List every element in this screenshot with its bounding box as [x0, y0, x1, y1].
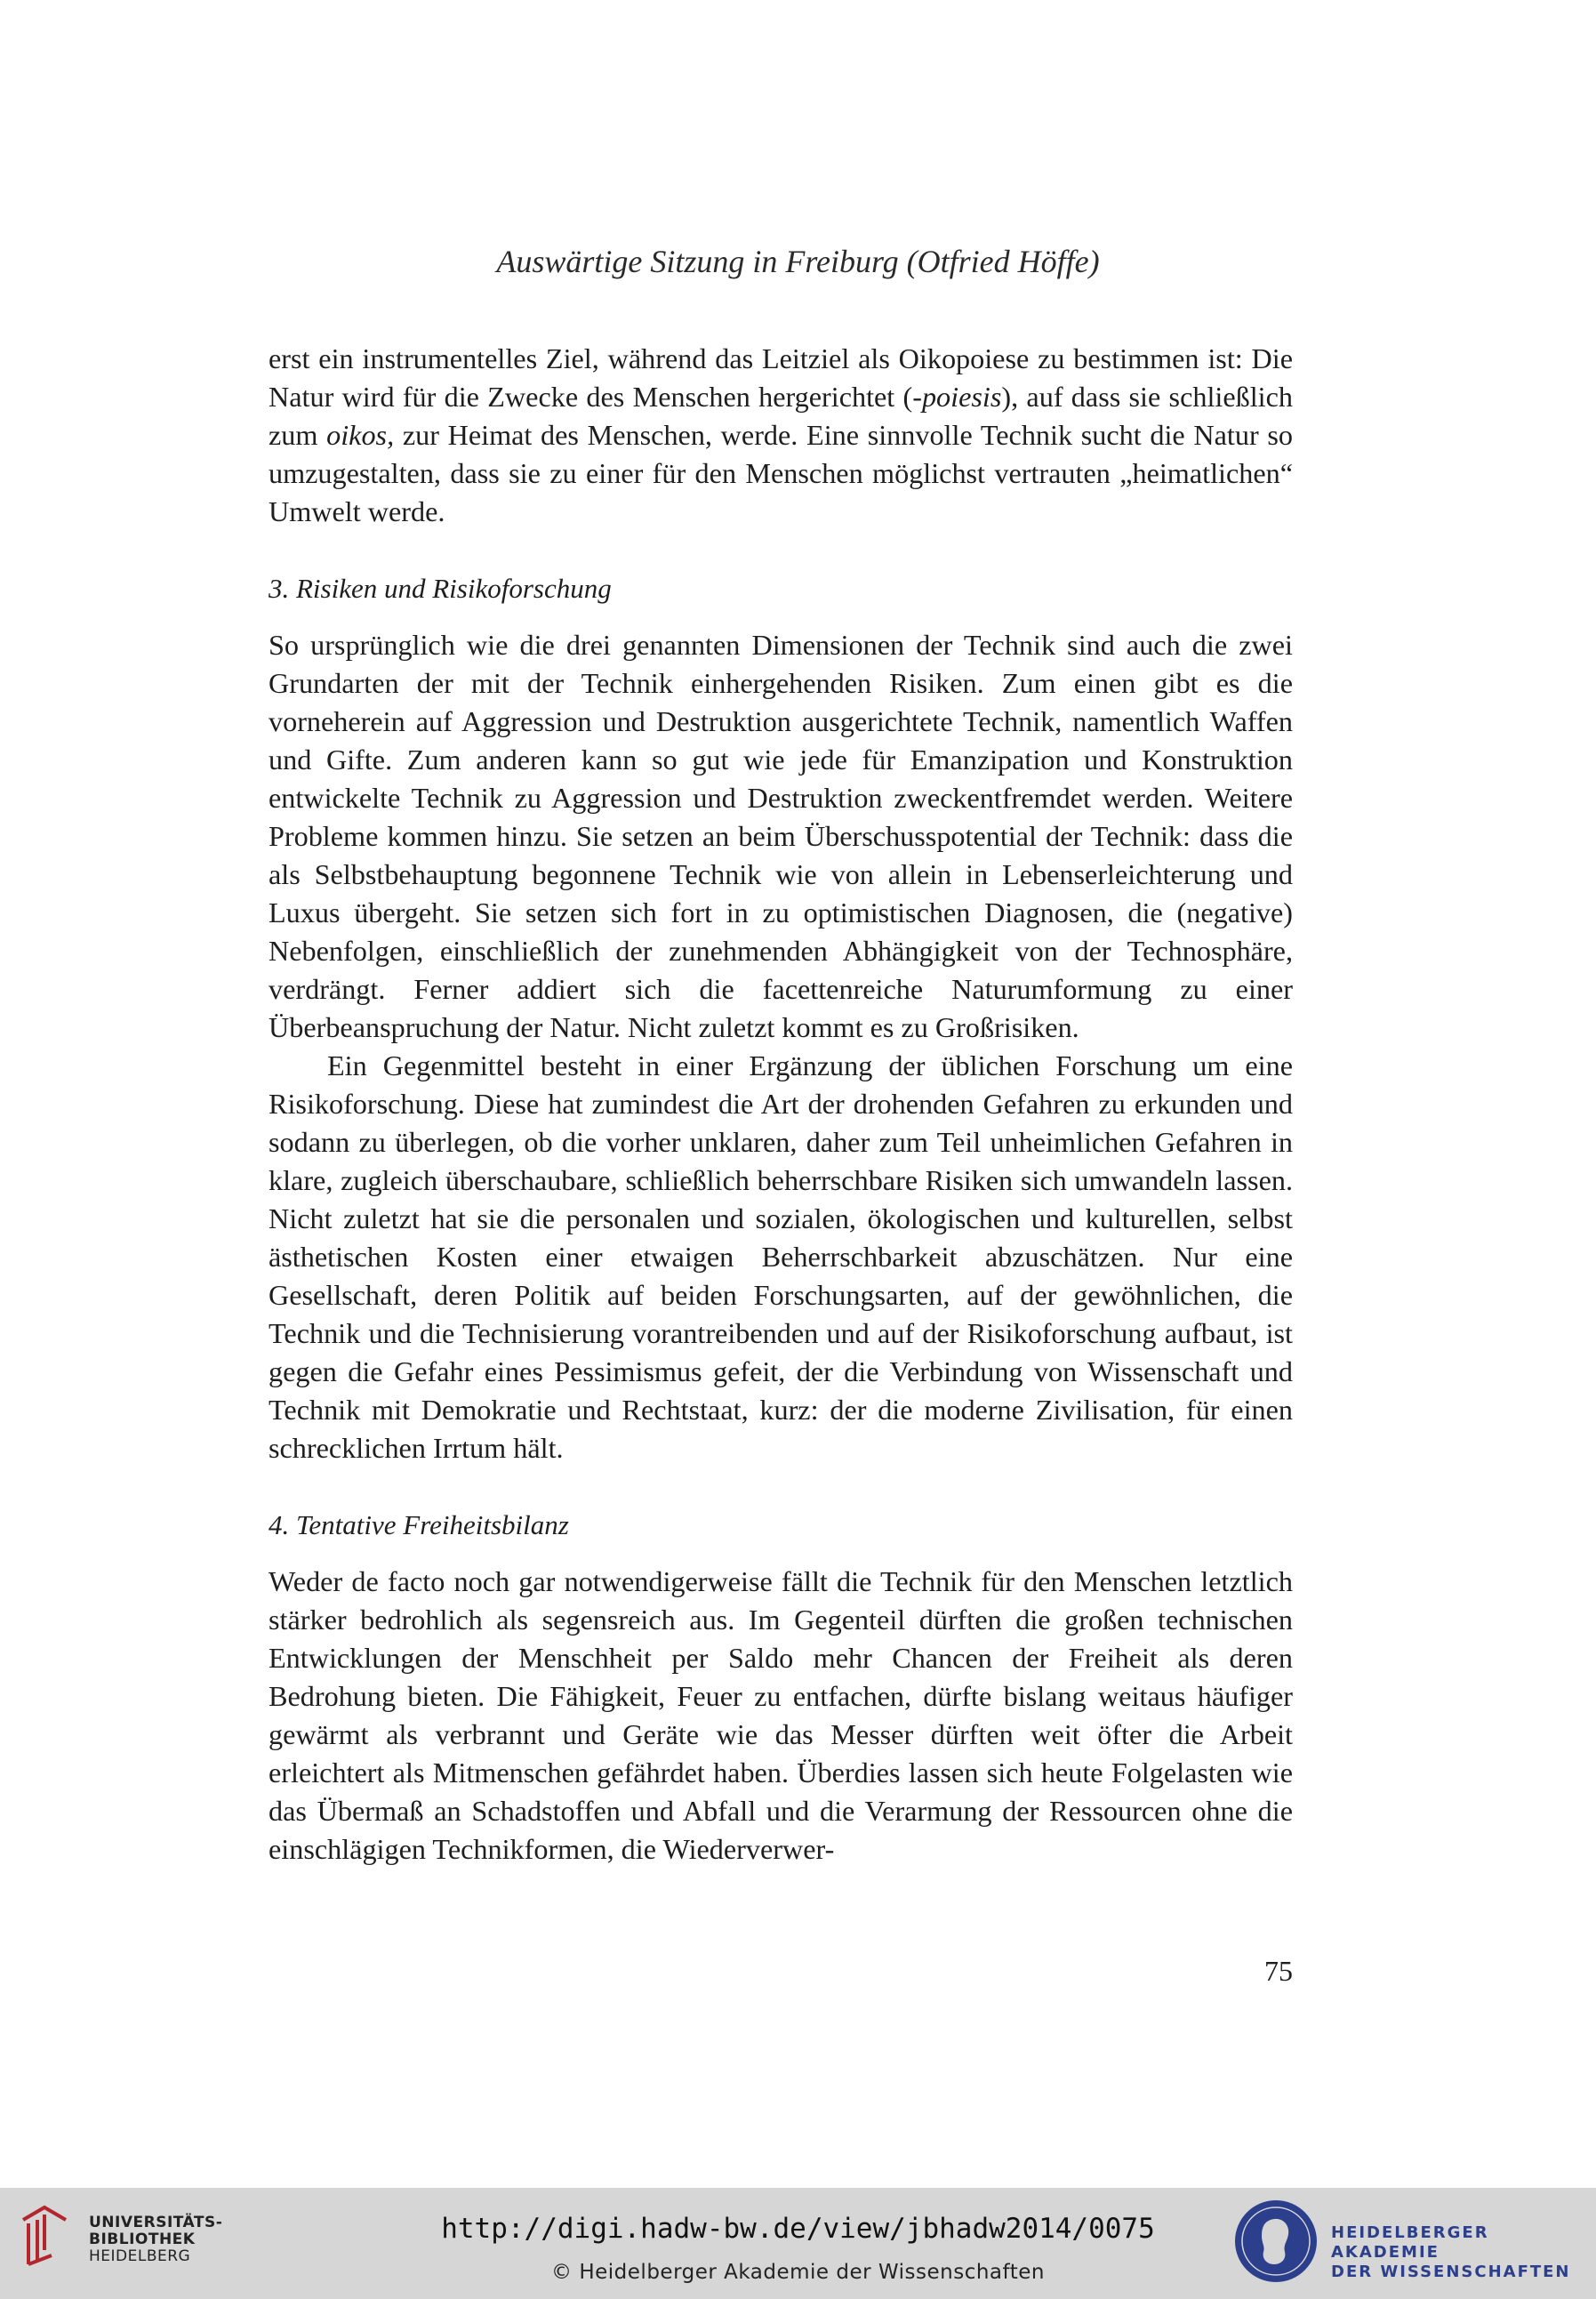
- footer-bar: [0, 2188, 1596, 2299]
- paragraph: erst ein instrumentelles Ziel, während das Leitziel als Oikopoiese zu bestimmen ist: Die Natur wird für die Zwecke des Menschen hergerichtet (-poiesis), auf dass sie schließlich zum oikos, zur Heimat des Menschen, werde. Eine sinnvolle Technik sucht die Natur so umzugestalten, dass sie zu einer für den Menschen möglichst vertrauten „heimatlichen“ Umwelt werde.: [269, 342, 1294, 527]
- library-name-line1: UNIVERSITÄTS-: [89, 2214, 223, 2231]
- academy-seal-icon: [1231, 2197, 1320, 2286]
- paragraph: So ursprünglich wie die drei genannten Dimensionen der Technik sind auch die zwei Grundarten der mit der Technik einhergehenden Risiken. Zum einen gibt es die vorneherein auf Aggression und Destruktion ausgerichtete Technik, namentlich Waffen und Gifte. Zum anderen kann so gut wie jede für Emanzipation und Konstruktion entwickelte Technik zu Aggression und Destruktion zweckentfremdet werden. Weitere Probleme kommen hinzu. Sie setzen an beim Überschusspotential der Technik: dass die als Selbstbehauptung begonnene Technik wie von allein in Lebenserleichterung und Luxus übergeht. Sie setzen sich fort in zu optimistischen Diagnosen, die (negative) Nebenfolgen, einschließlich der zunehmenden Abhängigkeit von der Technosphäre, verdrängt. Ferner addiert sich die facettenreiche Naturumformung zu einer Überbeanspruchung der Natur. Nicht zuletzt kommt es zu Großrisiken.: [269, 629, 1293, 1043]
- library-name-line2: BIBLIOTHEK: [89, 2231, 196, 2248]
- academy-name-line1: HEIDELBERGER AKADEMIE: [1331, 2223, 1489, 2262]
- paragraph: Ein Gegenmittel besteht in einer Ergänzung der üblichen Forschung um eine Risikoforschung. Diese hat zumindest die Art der drohenden Gefahren zu erkunden und sodann zu überlegen, ob die vorher unklaren, daher zum Teil unheimlichen Gefahren in klare, zugleich überschaubare, schließlich beherrschbare Risiken sich umwandeln lassen. Nicht zuletzt hat sie die personalen und sozialen, ökologischen und kulturellen, selbst ästhetischen Kosten einer etwaigen Beherrschbarkeit abzuschätzen. Nur eine Gesellschaft, deren Politik auf beiden Forschungsarten, auf der gewöhnlichen, die Technik und die Technisierung vorantreibenden und auf der Risikoforschung aufbaut, ist gegen die Gefahr eines Pessimismus gefeit, der die Verbindung von Wissenschaft und Technik mit Demokratie und Rechtstaat, kurz: der die moderne Zivilisation, für einen schrecklichen Irrtum hält.: [269, 1049, 1293, 1464]
- section-heading: 4. Tentative Freiheitsbilanz: [269, 1509, 569, 1540]
- page-body: [269, 340, 1293, 1869]
- permalink-url[interactable]: http://digi.hadw-bw.de/view/jbhadw2014/0075: [441, 2213, 1155, 2245]
- page-number: 75: [1264, 1955, 1293, 1987]
- academy-name: [1331, 2223, 1596, 2282]
- library-name-line3: HEIDELBERG: [89, 2247, 191, 2265]
- running-head: Auswärtige Sitzung in Freiburg (Otfried Höffe): [496, 244, 1100, 279]
- academy-name-line2: DER WISSENSCHAFTEN: [1331, 2263, 1571, 2281]
- section-heading: 3. Risiken und Risikoforschung: [269, 573, 612, 604]
- copyright-notice: © Heidelberger Akademie der Wissenschaften: [551, 2261, 1045, 2284]
- paragraph: Weder de facto noch gar notwendigerweise fällt die Technik für den Menschen letztlich stärker bedrohlich als segensreich aus. Im Gegenteil dürften die großen technischen Entwicklungen der Menschheit per Saldo mehr Chancen der Freiheit als deren Bedrohung bieten. Die Fähigkeit, Feuer zu entfachen, dürfte bislang weitaus häufiger gewärmt als verbrannt und Geräte wie das Messer dürften weit öfter die Arbeit erleichtert als Mitmenschen gefährdet haben. Überdies lassen sich heute Folgelasten wie das Übermaß an Schadstoffen und Abfall und die Verarmung der Ressourcen ohne die einschlägigen Technikformen, die Wiederverwer-: [269, 1565, 1293, 1865]
